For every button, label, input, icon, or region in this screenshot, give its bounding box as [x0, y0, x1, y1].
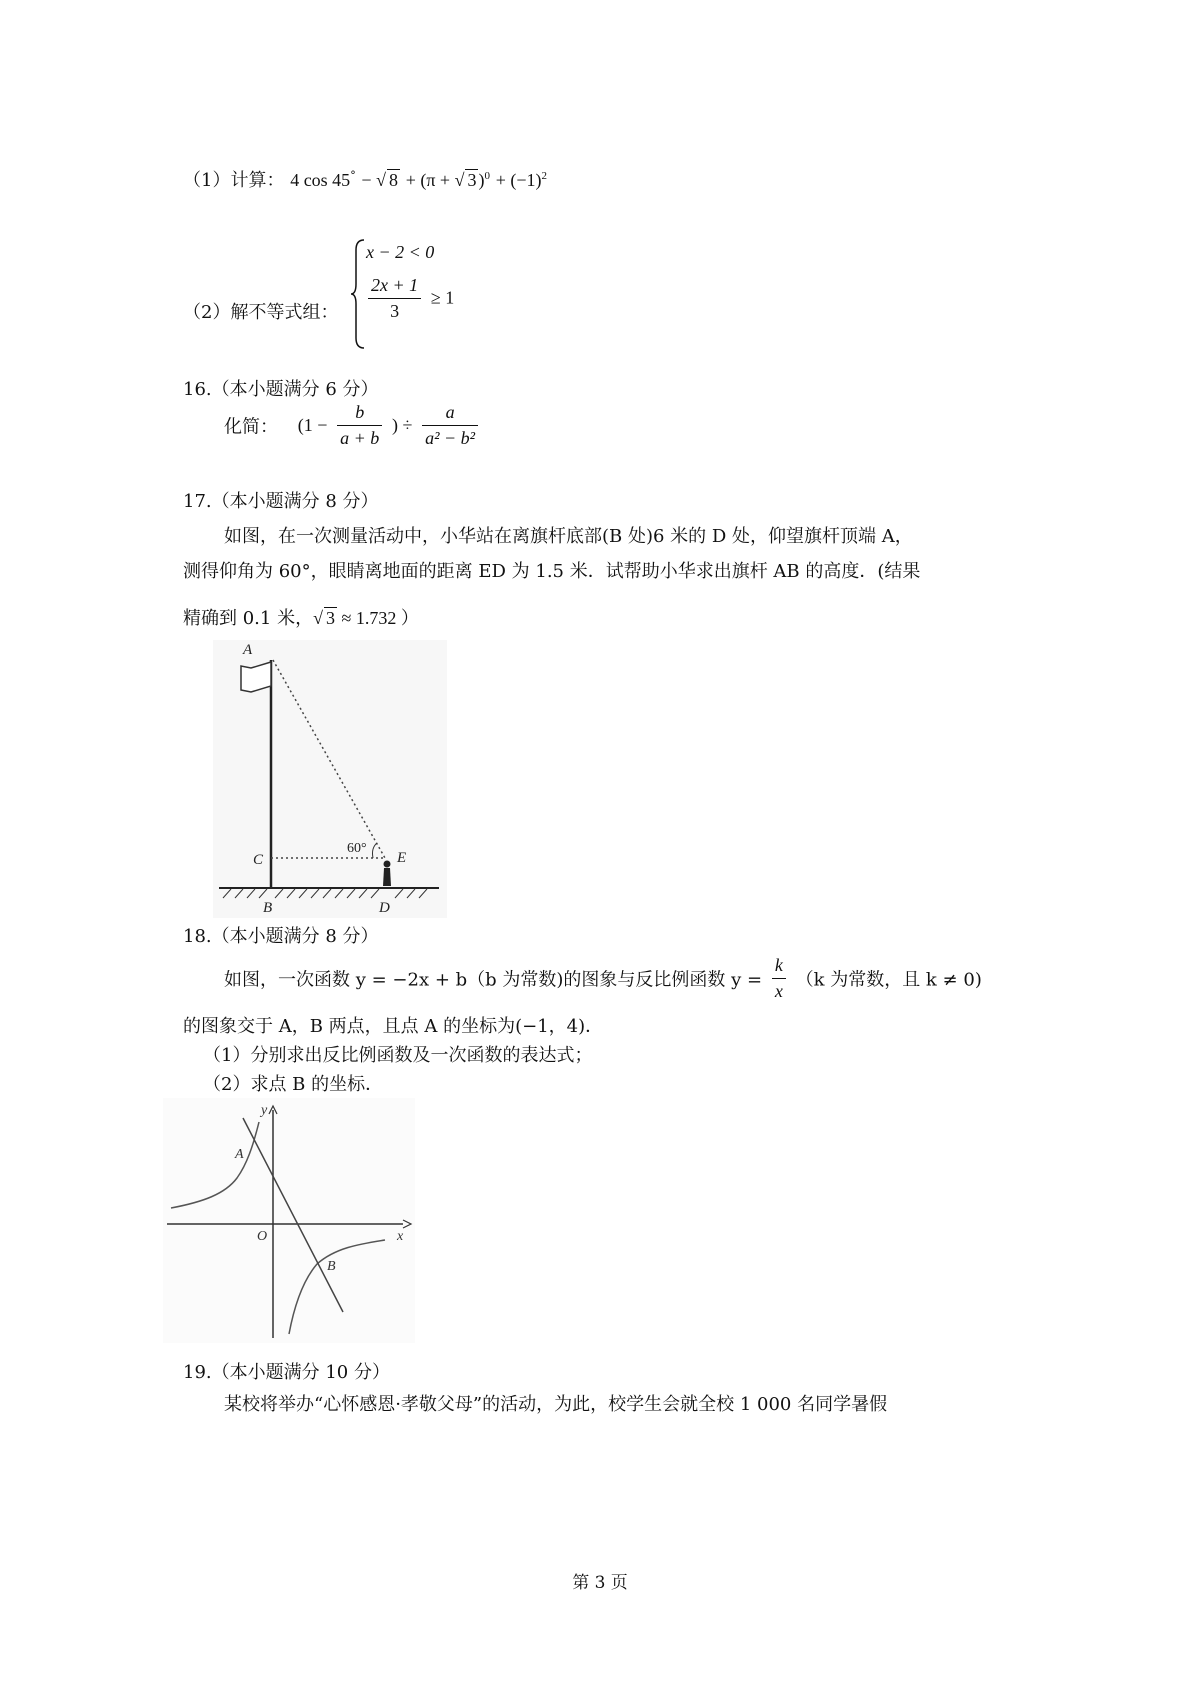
label-angle: 60° — [347, 841, 367, 856]
sqrt-radicand-3: 3 — [325, 608, 335, 628]
q18-item2: （2）求点 B 的坐标． — [203, 1074, 384, 1095]
q16-divide: ) ÷ — [392, 415, 413, 435]
q15-part1-expr-e: + (−1) — [495, 170, 542, 190]
label-d: D — [379, 900, 390, 916]
q19-text-line1: 某校将举办“心怀感恩·孝敬父母”的活动，为此，校学生会就全校 1 000 名同学暑假 — [224, 1394, 888, 1415]
q15-part1-expr-c: + (π + — [405, 170, 455, 190]
inequality-2-relation: ≥ 1 — [430, 287, 455, 308]
q16-header: 16.（本小题满分 6 分） — [183, 379, 379, 400]
q16-fraction1-numerator: b — [337, 402, 382, 426]
q18-text-line2: 的图象交于 A，B 两点，且点 A 的坐标为(−1，4)． — [183, 1016, 604, 1037]
q17-text-line3b: ≈ 1.732 ） — [336, 608, 419, 628]
sqrt-symbol: √ — [313, 608, 323, 628]
label-o: O — [257, 1229, 268, 1244]
q17-text-line3 — [183, 604, 419, 630]
label-x: x — [397, 1229, 404, 1244]
q16-label: 化简： — [224, 416, 278, 438]
inequality-2-numerator: 2x + 1 — [368, 275, 421, 299]
function-graph-figure — [163, 1098, 415, 1343]
sqrt-symbol: √ — [454, 170, 465, 190]
q16-fraction2-denominator: a² − b² — [425, 428, 476, 448]
inequality-2 — [364, 275, 454, 322]
label-y: y — [261, 1103, 268, 1118]
q15-part1-expr-d: ) — [478, 170, 485, 190]
inequality-2-denominator: 3 — [390, 301, 400, 321]
label-b: B — [327, 1259, 336, 1274]
label-e: E — [397, 850, 407, 866]
q15-part1-expr-b: − — [361, 170, 377, 190]
flagpole-figure — [213, 640, 447, 918]
q18-text-line1 — [224, 955, 982, 1002]
q16-expression — [224, 402, 482, 449]
q15-part1 — [183, 166, 547, 192]
q16-open-paren: (1 − — [297, 415, 328, 435]
q18-item1: （1）分别求出反比例函数及一次函数的表达式； — [203, 1045, 593, 1066]
q17-text-line2: 测得仰角为 60°，眼睛离地面的距离 ED 为 1.5 米．试帮助小华求出旗杆 AB 的高度．(结果 — [183, 561, 921, 582]
q15-part2-label: （2）解不等式组： — [183, 302, 339, 323]
q18-fraction-numerator: k — [772, 955, 786, 979]
exponent-two: 2 — [541, 170, 548, 182]
page-number: 第 3 页 — [572, 1573, 628, 1593]
label-a: A — [235, 1147, 244, 1162]
sqrt-symbol: √ — [376, 170, 386, 190]
q17-text-line1: 如图，在一次测量活动中，小华站在离旗杆底部(B 处)6 米的 D 处，仰望旗杆顶端 A， — [224, 526, 913, 547]
q18-fraction-denominator: x — [774, 981, 783, 1001]
q18-header: 18.（本小题满分 8 分） — [183, 926, 379, 947]
q17-text-line3a: 精确到 0.1 米， — [183, 608, 314, 629]
sqrt-radicand-8: 8 — [388, 170, 398, 190]
label-b: B — [263, 900, 273, 916]
degree-mark: ° — [350, 169, 356, 182]
inequality-1: x − 2 < 0 — [366, 242, 435, 262]
q16-fraction2-numerator: a — [422, 402, 478, 426]
q18-text-line1a: 如图，一次函数 y = −2x + b（b 为常数)的图象与反比例函数 y = — [224, 969, 763, 991]
q15-part1-expr-a: 4 cos 45 — [290, 170, 351, 190]
flag-icon — [241, 662, 271, 692]
q18-text-line1b: （k 为常数，且 k ≠ 0) — [795, 969, 982, 991]
q16-fraction1-denominator: a + b — [340, 428, 380, 448]
label-a: A — [243, 642, 253, 658]
q15-part1-label: （1）计算： — [183, 170, 285, 191]
person-icon — [383, 861, 391, 887]
q17-header: 17.（本小题满分 8 分） — [183, 491, 379, 512]
label-c: C — [253, 852, 264, 868]
q19-header: 19.（本小题满分 10 分） — [183, 1362, 390, 1383]
exponent-zero: 0 — [484, 170, 490, 182]
sqrt-radicand-3: 3 — [467, 170, 477, 190]
